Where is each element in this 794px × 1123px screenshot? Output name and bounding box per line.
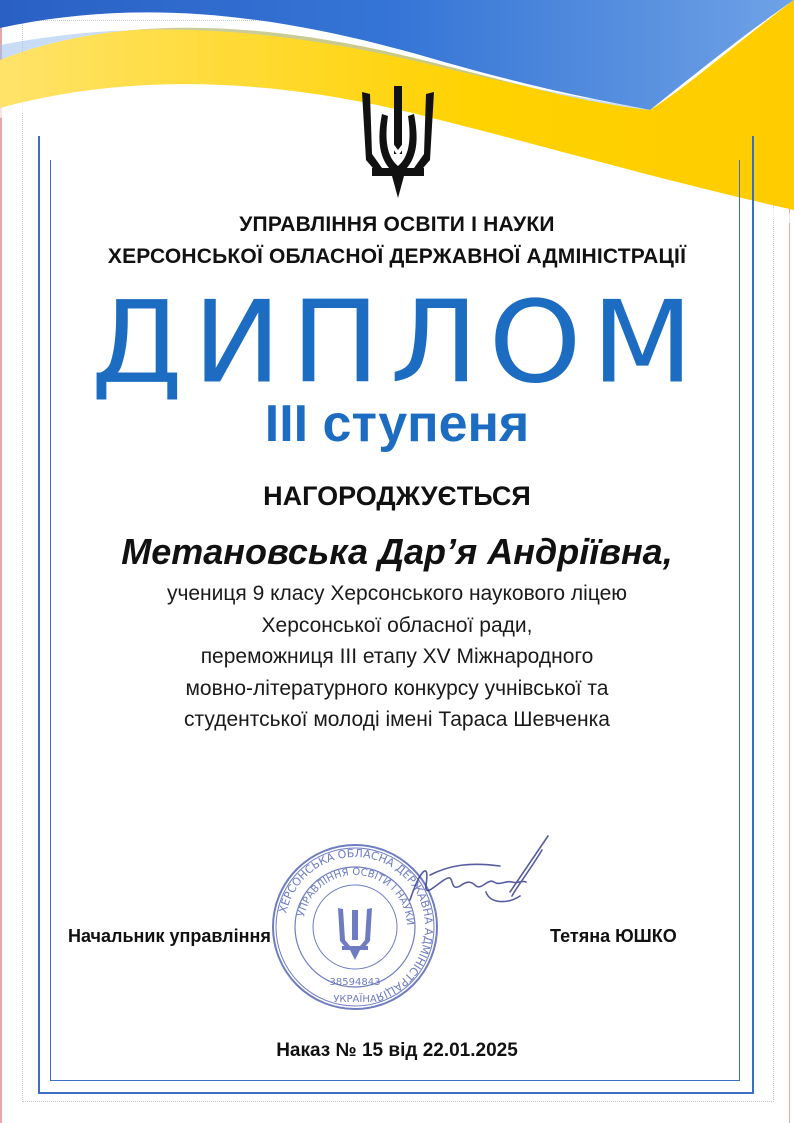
description-line: учениця 9 класу Херсонського наукового ліцею [166, 582, 628, 605]
diploma-degree: ІІІ ступеня [264, 395, 530, 453]
description-line: студентської молоді імені Тараса Шевченка [184, 708, 610, 731]
diploma-title: ДИПЛОМ [90, 275, 704, 409]
seal-inner-text: УПРАВЛІННЯ ОСВІТИ І НАУКИ [296, 866, 416, 926]
description-line: переможниця ІІІ етапу XV Міжнародного [200, 645, 594, 668]
seal-code: 38594843 [329, 977, 381, 988]
signatory-name: Тетяна ЮШКО [550, 926, 677, 946]
signatory-position: Начальник управління [68, 926, 271, 946]
order-reference: Наказ № 15 від 22.01.2025 [276, 1040, 518, 1061]
recipient-name: Метановська Дар’я Андріївна, [121, 531, 673, 572]
seal-trident-icon [338, 908, 372, 960]
handwritten-signature [390, 830, 560, 920]
seal-country: УКРАЇНА [333, 994, 377, 1005]
description-line: мовно-літературного конкурсу учнівської та [185, 676, 609, 700]
seal-outer-text: ХЕРСОНСЬКА ОБЛАСНА ДЕРЖАВНА АДМІНІСТРАЦІЯ [276, 846, 436, 1004]
department-line-2: ХЕРСОНСЬКОЇ ОБЛАСНОЇ ДЕРЖАВНОЇ АДМІНІСТРАЦІЇ [107, 245, 687, 268]
department-line-1: УПРАВЛІННЯ ОСВІТИ І НАУКИ [239, 213, 555, 236]
award-description [0, 578, 794, 736]
description-line: Херсонської обласної ради, [261, 613, 533, 637]
trident-icon [358, 84, 438, 200]
awarded-label: НАГОРОДЖУЄТЬСЯ [263, 481, 531, 511]
